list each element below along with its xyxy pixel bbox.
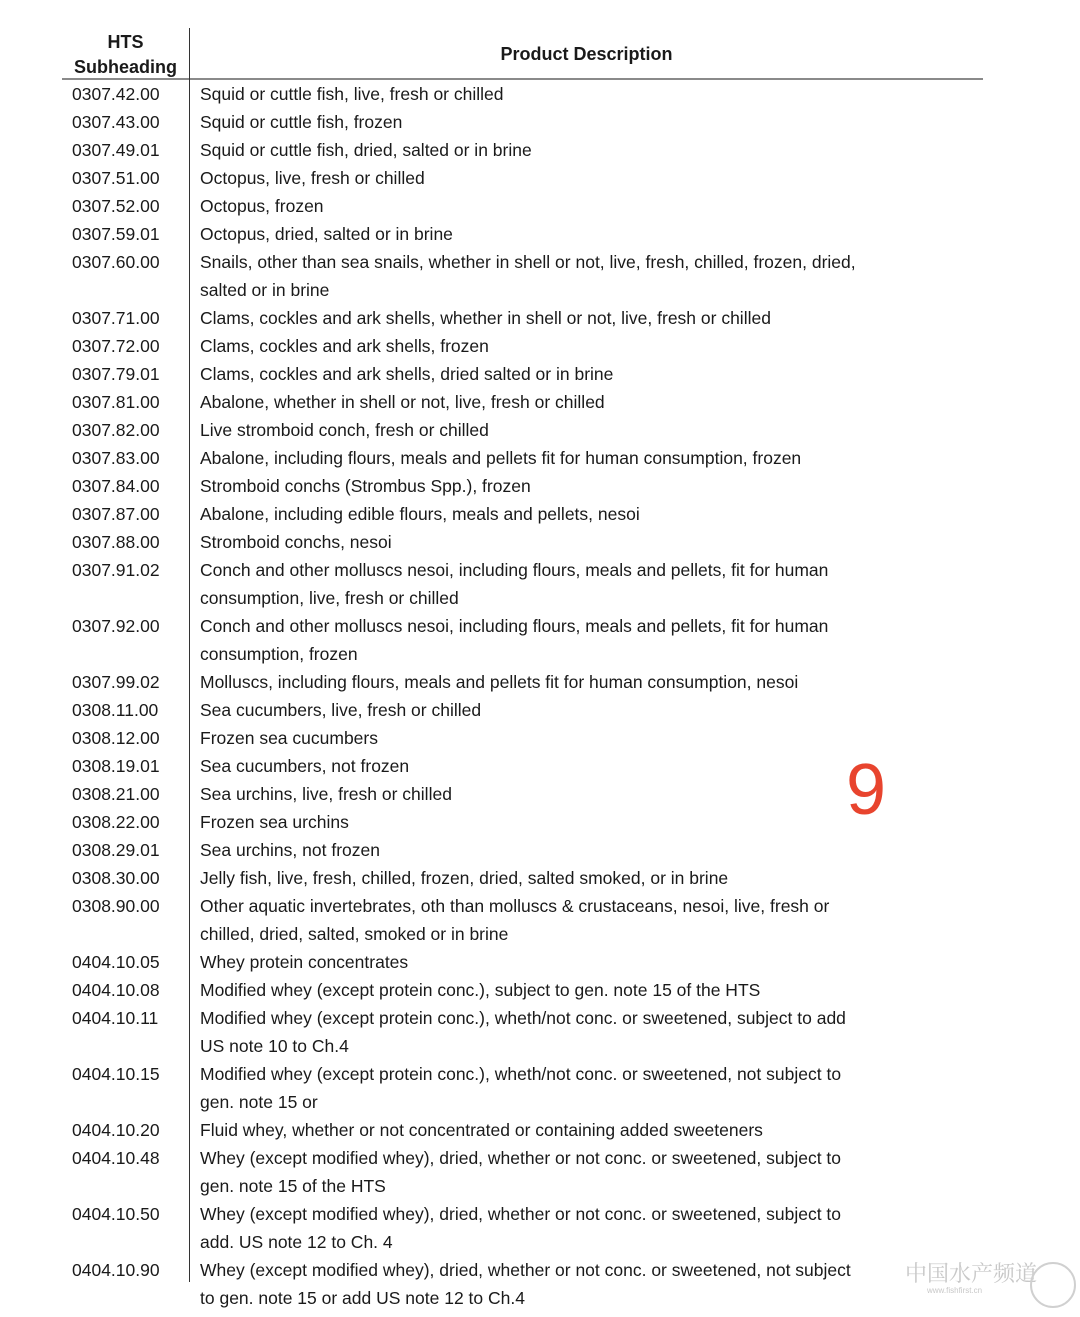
table-row	[0, 696, 1080, 724]
description-line: Modified whey (except protein conc.), wheth/not conc. or sweetened, subject to add	[200, 1008, 846, 1028]
hts-code: 0308.12.00	[72, 728, 160, 748]
code-cell	[0, 668, 172, 696]
description-cell	[200, 556, 828, 612]
code-cell	[0, 416, 172, 444]
hts-code: 0307.91.02	[72, 560, 160, 580]
description-line: Conch and other molluscs nesoi, including flours, meals and pellets, fit for human	[200, 560, 829, 580]
description-cell	[200, 1060, 841, 1116]
description-line: Clams, cockles and ark shells, frozen	[200, 336, 489, 356]
hts-table-body	[0, 80, 1080, 1312]
description-cell	[200, 724, 378, 752]
hts-code: 0307.87.00	[72, 504, 160, 524]
hts-code: 0307.51.00	[72, 168, 160, 188]
code-cell	[0, 556, 172, 612]
table-row	[0, 108, 1080, 136]
table-row	[0, 500, 1080, 528]
description-cell	[200, 668, 798, 696]
description-line: gen. note 15 of the HTS	[200, 1176, 386, 1196]
table-row	[0, 780, 1080, 808]
description-line: Stromboid conchs (Strombus Spp.), frozen	[200, 476, 531, 496]
watermark-url: www.fishfirst.cn	[927, 1286, 983, 1295]
description-line: Sea cucumbers, not frozen	[200, 756, 410, 776]
hts-code: 0307.60.00	[72, 252, 160, 272]
description-cell	[200, 1004, 846, 1060]
description-line: Whey (except modified whey), dried, whether or not conc. or sweetened, not subject	[200, 1260, 851, 1280]
code-cell	[0, 220, 172, 248]
description-cell	[200, 1144, 841, 1200]
description-line: Abalone, including edible flours, meals and pellets, nesoi	[200, 504, 640, 524]
hts-code: 0308.29.01	[72, 840, 160, 860]
description-line: salted or in brine	[200, 280, 330, 300]
hts-code: 0307.52.00	[72, 196, 160, 216]
hts-code: 0404.10.08	[72, 980, 160, 1000]
description-line: Sea urchins, not frozen	[200, 840, 380, 860]
table-row	[0, 1004, 1080, 1060]
table-row	[0, 836, 1080, 864]
description-cell	[200, 612, 828, 668]
hts-code: 0307.59.01	[72, 224, 160, 244]
description-cell	[200, 472, 531, 500]
table-row	[0, 444, 1080, 472]
description-line: Stromboid conchs, nesoi	[200, 532, 392, 552]
hts-code: 0404.10.11	[72, 1008, 159, 1028]
description-cell	[200, 892, 829, 948]
code-cell	[0, 304, 172, 332]
page-number: 9	[846, 750, 887, 830]
description-cell	[200, 948, 408, 976]
table-row	[0, 1200, 1080, 1256]
table-row	[0, 220, 1080, 248]
table-row	[0, 472, 1080, 500]
hts-code: 0404.10.48	[72, 1148, 160, 1168]
description-line: Jelly fish, live, fresh, chilled, frozen, dried, salted smoked, or in brine	[200, 868, 729, 888]
table-row	[0, 864, 1080, 892]
description-cell	[200, 808, 349, 836]
description-cell	[200, 80, 503, 108]
hts-code: 0307.72.00	[72, 336, 160, 356]
code-cell	[0, 724, 172, 752]
description-cell	[200, 416, 489, 444]
header-hts-subheading	[62, 30, 189, 80]
hts-code: 0308.11.00	[72, 700, 159, 720]
hts-code: 0404.10.05	[72, 952, 160, 972]
hts-code: 0308.21.00	[72, 784, 160, 804]
table-row	[0, 304, 1080, 332]
hts-code: 0307.49.01	[72, 140, 160, 160]
description-cell	[200, 164, 425, 192]
description-line: Sea urchins, live, fresh or chilled	[200, 784, 452, 804]
description-line: Frozen sea cucumbers	[200, 728, 378, 748]
description-cell	[200, 304, 771, 332]
table-row	[0, 136, 1080, 164]
description-line: US note 10 to Ch.4	[200, 1036, 349, 1056]
table-row	[0, 1116, 1080, 1144]
description-line: Abalone, whether in shell or not, live, fresh or chilled	[200, 392, 605, 412]
hts-code: 0308.22.00	[72, 812, 160, 832]
hts-code: 0307.83.00	[72, 448, 160, 468]
description-cell	[200, 136, 532, 164]
description-line: Conch and other molluscs nesoi, including flours, meals and pellets, fit for human	[200, 616, 829, 636]
table-row	[0, 668, 1080, 696]
description-line: Whey (except modified whey), dried, whether or not conc. or sweetened, subject to	[200, 1148, 842, 1168]
code-cell	[0, 1060, 172, 1116]
description-line: Fluid whey, whether or not concentrated or containing added sweeteners	[200, 1120, 763, 1140]
code-cell	[0, 332, 172, 360]
description-line: add. US note 12 to Ch. 4	[200, 1232, 393, 1252]
code-cell	[0, 948, 172, 976]
hts-code: 0307.79.01	[72, 364, 160, 384]
description-cell	[200, 864, 728, 892]
description-cell	[200, 1116, 763, 1144]
table-row	[0, 752, 1080, 780]
watermark-name: 中国水产频道	[905, 1261, 1038, 1286]
code-cell	[0, 808, 172, 836]
code-cell	[0, 444, 172, 472]
hts-code: 0307.81.00	[72, 392, 160, 412]
description-line: Modified whey (except protein conc.), wheth/not conc. or sweetened, not subject to	[200, 1064, 842, 1084]
description-line: Molluscs, including flours, meals and pellets fit for human consumption, nesoi	[200, 672, 799, 692]
code-cell	[0, 108, 172, 136]
description-cell	[200, 1200, 841, 1256]
code-cell	[0, 612, 172, 668]
description-line: Clams, cockles and ark shells, dried salted or in brine	[200, 364, 614, 384]
hts-code: 0404.10.50	[72, 1204, 160, 1224]
description-cell	[200, 108, 402, 136]
description-cell	[200, 220, 453, 248]
hts-code: 0307.99.02	[72, 672, 160, 692]
description-line: Sea cucumbers, live, fresh or chilled	[200, 700, 482, 720]
description-line: Modified whey (except protein conc.), subject to gen. note 15 of the HTS	[200, 980, 761, 1000]
description-line: to gen. note 15 or add US note 12 to Ch.4	[200, 1288, 525, 1308]
code-cell	[0, 80, 172, 108]
code-cell	[0, 500, 172, 528]
code-cell	[0, 836, 172, 864]
watermark	[905, 1262, 1037, 1295]
description-cell	[200, 388, 605, 416]
code-cell	[0, 1256, 172, 1312]
code-cell	[0, 780, 172, 808]
description-line: Clams, cockles and ark shells, whether in shell or not, live, fresh or chilled	[200, 308, 771, 328]
hts-code: 0307.43.00	[72, 112, 160, 132]
code-cell	[0, 1200, 172, 1256]
table-row	[0, 388, 1080, 416]
description-line: Squid or cuttle fish, frozen	[200, 112, 403, 132]
table-row	[0, 976, 1080, 1004]
table-row	[0, 1144, 1080, 1200]
description-cell	[200, 696, 481, 724]
table-row	[0, 248, 1080, 304]
code-cell	[0, 472, 172, 500]
hts-code: 0404.10.90	[72, 1260, 160, 1280]
table-row	[0, 164, 1080, 192]
hts-code: 0307.84.00	[72, 476, 160, 496]
description-line: gen. note 15 or	[200, 1092, 318, 1112]
table-row	[0, 1060, 1080, 1116]
hts-code: 0307.82.00	[72, 420, 160, 440]
hts-code: 0307.92.00	[72, 616, 160, 636]
table-row	[0, 612, 1080, 668]
code-cell	[0, 1004, 172, 1060]
description-cell	[200, 500, 640, 528]
description-cell	[200, 752, 409, 780]
description-line: Whey (except modified whey), dried, whether or not conc. or sweetened, subject to	[200, 1204, 842, 1224]
table-row	[0, 416, 1080, 444]
code-cell	[0, 696, 172, 724]
table-row	[0, 948, 1080, 976]
description-cell	[200, 976, 760, 1004]
description-cell	[200, 780, 452, 808]
hts-code: 0308.19.01	[72, 756, 160, 776]
table-row	[0, 556, 1080, 612]
code-cell	[0, 388, 172, 416]
description-line: Squid or cuttle fish, live, fresh or chilled	[200, 84, 504, 104]
code-cell	[0, 528, 172, 556]
code-cell	[0, 360, 172, 388]
description-line: Octopus, frozen	[200, 196, 324, 216]
description-cell	[200, 332, 489, 360]
code-cell	[0, 136, 172, 164]
description-line: Squid or cuttle fish, dried, salted or in brine	[200, 140, 532, 160]
header-subheading: Subheading	[74, 57, 177, 77]
code-cell	[0, 248, 172, 304]
hts-code: 0307.88.00	[72, 532, 160, 552]
description-line: Frozen sea urchins	[200, 812, 349, 832]
code-cell	[0, 1144, 172, 1200]
description-line: Abalone, including flours, meals and pellets fit for human consumption, frozen	[200, 448, 802, 468]
table-row	[0, 360, 1080, 388]
table-row	[0, 808, 1080, 836]
description-line: Live stromboid conch, fresh or chilled	[200, 420, 489, 440]
code-cell	[0, 164, 172, 192]
hts-code: 0404.10.20	[72, 1120, 160, 1140]
description-line: Other aquatic invertebrates, oth than molluscs & crustaceans, nesoi, live, fresh or	[200, 896, 830, 916]
description-cell	[200, 248, 856, 304]
description-line: consumption, live, fresh or chilled	[200, 588, 459, 608]
table-row	[0, 724, 1080, 752]
table-row	[0, 80, 1080, 108]
header-hts: HTS	[107, 32, 144, 52]
table-row	[0, 332, 1080, 360]
code-cell	[0, 752, 172, 780]
code-cell	[0, 1116, 172, 1144]
description-line: Octopus, live, fresh or chilled	[200, 168, 425, 188]
table-row	[0, 528, 1080, 556]
header-product-description: Product Description	[500, 44, 673, 64]
description-cell	[200, 1256, 851, 1312]
description-line: Octopus, dried, salted or in brine	[200, 224, 453, 244]
code-cell	[0, 192, 172, 220]
description-line: Whey protein concentrates	[200, 952, 409, 972]
globe-icon	[1030, 1262, 1076, 1308]
hts-code: 0308.30.00	[72, 868, 160, 888]
hts-code: 0404.10.15	[72, 1064, 160, 1084]
description-cell	[200, 528, 392, 556]
description-cell	[200, 836, 380, 864]
table-row	[0, 192, 1080, 220]
table-row	[0, 892, 1080, 948]
hts-code: 0307.42.00	[72, 84, 160, 104]
code-cell	[0, 864, 172, 892]
hts-code: 0307.71.00	[72, 308, 160, 328]
code-cell	[0, 976, 172, 1004]
hts-code: 0308.90.00	[72, 896, 160, 916]
description-cell	[200, 360, 613, 388]
description-line: chilled, dried, salted, smoked or in brine	[200, 924, 509, 944]
description-cell	[200, 192, 324, 220]
description-line: consumption, frozen	[200, 644, 358, 664]
description-line: Snails, other than sea snails, whether in shell or not, live, fresh, chilled, frozen, dried,	[200, 252, 856, 272]
code-cell	[0, 892, 172, 948]
description-cell	[200, 444, 801, 472]
